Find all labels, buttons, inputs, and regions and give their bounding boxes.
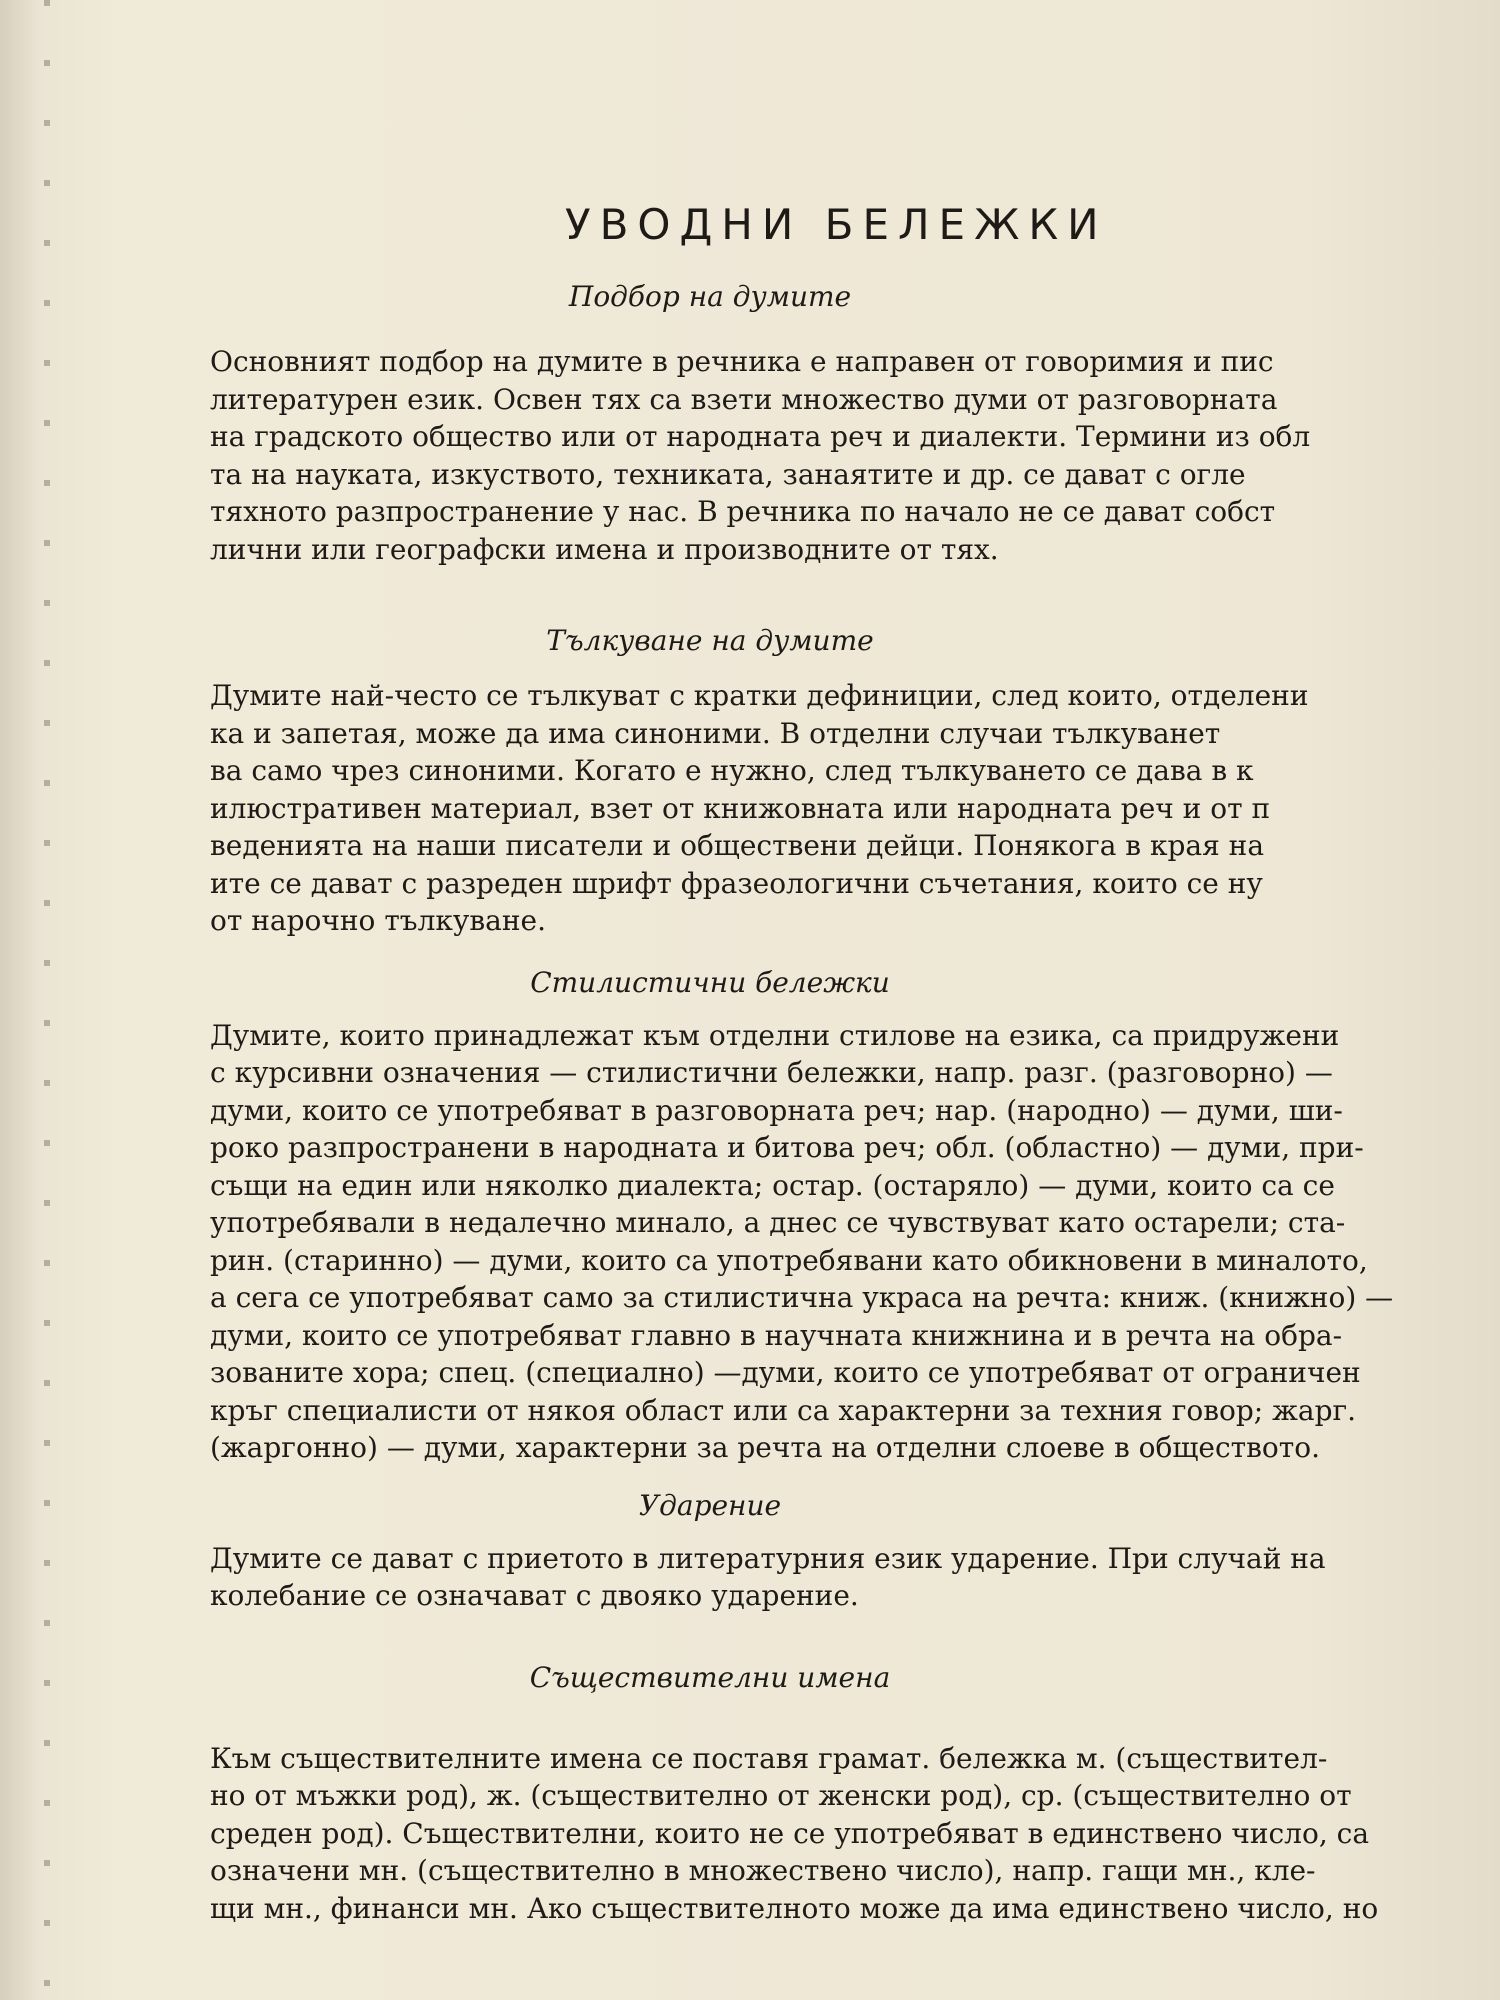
text-line: рин. (старинно) — думи, които са употребявани като обикновени в миналото, — [210, 1243, 1368, 1277]
text-line: Основният подбор на думите в речника е направен от говоримия и пис — [210, 345, 1274, 378]
text-line: Думите най-често се тълкуват с кратки дефиниции, след които, отделени — [210, 679, 1309, 712]
text-line: веденията на наши писатели и обществени дейци. Понякога в края на — [210, 829, 1265, 862]
text-line: а сега се употребяват само за стилистична украса на речта: книж. (книжно) — — [210, 1281, 1394, 1314]
text-line: думи, които се употребяват в разговорната реч; нар. (народно) — думи, ши- — [210, 1093, 1343, 1127]
text-line: та на науката, изкуството, техниката, занаятите и др. се дават с огле — [210, 457, 1246, 491]
section-heading-stress: Ударение — [638, 1488, 782, 1522]
text-line: Думите, които принадлежат към отделни стилове на езика, са придружени — [210, 1018, 1340, 1052]
section-paragraph-stress — [210, 1540, 1480, 1615]
text-line: (жаргонно) — думи, характерни за речта на отделни слоеве в обществото. — [210, 1431, 1321, 1464]
text-line: думи, които се употребяват главно в научната книжнина и в речта на обра- — [210, 1318, 1343, 1352]
section-heading-nouns: Съществителни имена — [529, 1660, 891, 1694]
text-line: същи на един или няколко диалекта; остар. (остаряло) — думи, които са се — [210, 1168, 1335, 1202]
text-line: ка и запетая, може да има синоними. В отделни случаи тълкуванет — [210, 716, 1221, 750]
text-line: лични или географски имена и производните от тях. — [210, 532, 999, 566]
text-line: ите се дават с разреден шрифт фразеологични съчетания, които се ну — [210, 866, 1263, 900]
section-paragraph-style-notes — [210, 1017, 1480, 1467]
text-line: на градското общество или от народната реч и диалекти. Термини из обл — [210, 420, 1311, 453]
text-line: колебание се означават с двояко ударение. — [210, 1579, 859, 1612]
text-line: употребявали в недалечно минало, а днес се чувствуват като остарели; ста- — [210, 1206, 1346, 1239]
text-line: Към съществителните имена се поставя грамат. бележка м. (съществител- — [210, 1741, 1328, 1775]
text-line: щи мн., финанси мн. Ако съществителното може да има единствено число, но — [210, 1891, 1379, 1925]
text-line: но от мъжки род), ж. (съществително от женски род), ср. (съществително от — [210, 1779, 1352, 1812]
text-line: означени мн. (съществително в множествено число), напр. гащи мн., кле- — [210, 1854, 1316, 1887]
text-line: илюстративен материал, взет от книжовната или народната реч и от п — [210, 791, 1271, 825]
section-paragraph-interpretation — [210, 677, 1480, 940]
section-paragraph-word-selection — [210, 343, 1480, 568]
text-line: Думите се дават с приетото в литературния език ударение. При случай на — [210, 1541, 1326, 1575]
page-content — [210, 200, 1460, 1927]
section-heading-word-selection: Подбор на думите — [568, 280, 852, 313]
text-line: ва само чрез синоними. Когато е нужно, след тълкуването се дава в к — [210, 754, 1254, 787]
text-line: кръг специалисти от някоя област или са характерни за техния говор; жарг. — [210, 1393, 1357, 1427]
text-line: от нарочно тълкуване. — [210, 904, 546, 937]
text-line: тяхното разпространение у нас. В речника по начало не се дават собст — [210, 495, 1276, 528]
binding-stitch — [44, 0, 50, 2000]
text-line: литературен език. Освен тях са взети множество думи от разговорната — [210, 382, 1278, 416]
text-line: среден род). Съществителни, които не се употребяват в единствено число, са — [210, 1816, 1370, 1850]
text-line: роко разпространени в народната и битова реч; обл. (областно) — думи, при- — [210, 1131, 1364, 1164]
section-heading-style-notes: Стилистични бележки — [530, 965, 890, 999]
section-heading-interpretation: Тълкуване на думите — [546, 624, 874, 657]
page-title: УВОДНИ БЕЛЕЖКИ — [565, 200, 1108, 249]
text-line: с курсивни означения — стилистични бележки, напр. разг. (разговорно) — — [210, 1056, 1333, 1089]
section-paragraph-nouns — [210, 1740, 1480, 1928]
text-line: зованите хора; спец. (специално) —думи, които се употребяват от ограничен — [210, 1356, 1361, 1389]
